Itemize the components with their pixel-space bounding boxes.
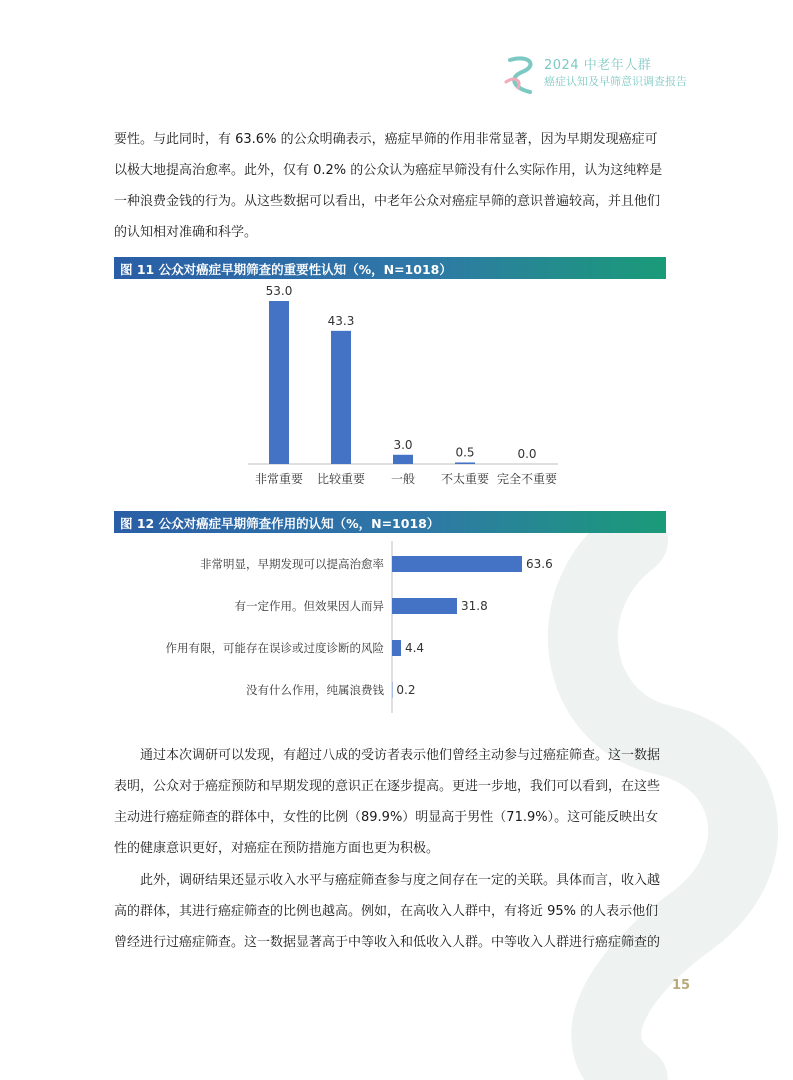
figure12-header <box>114 511 666 533</box>
ribbon-logo-icon <box>500 52 544 98</box>
bar <box>455 462 475 464</box>
text-line: 表明，公众对于癌症预防和早期发现的意识正在逐步提高。更进一步地，我们可以看到，在这些 <box>114 779 660 794</box>
paragraph-bottom <box>114 865 666 958</box>
effect-bar-chart <box>114 533 666 733</box>
text-line: 通过本次调研可以发现，有超过八成的受访者表示他们曾经主动参与过癌症筛查。这一数据 <box>114 748 660 763</box>
category-label: 没有什么作用，纯属浪费钱 <box>246 683 384 697</box>
category-label: 比较重要 <box>317 471 365 486</box>
text-line: 一种浪费金钱的行为。从这些数据可以看出，中老年公众对癌症早筛的意识普遍较高，并且他们 <box>114 194 660 209</box>
text-line: 主动进行癌症筛查的群体中，女性的比例（89.9%）明显高于男性（71.9%）。这可能反映出女 <box>114 810 658 825</box>
data-label: 63.6 <box>526 557 553 571</box>
category-label: 一般 <box>391 472 415 486</box>
data-label: 0.5 <box>455 445 474 459</box>
bar <box>393 455 413 464</box>
data-label: 0.0 <box>517 447 536 461</box>
text-line: 此外，调研结果还显示收入水平与癌症筛查参与度之间存在一定的关联。具体而言，收入越 <box>114 873 660 888</box>
data-label: 43.3 <box>328 314 355 328</box>
text-line: 性的健康意识更好，对癌症在预防措施方面也更为积极。 <box>114 841 439 856</box>
category-label: 非常重要 <box>255 471 303 486</box>
bar <box>331 331 351 464</box>
bar <box>392 598 457 614</box>
figure12-title: 图 12 公众对癌症早期筛查作用的认知（%，N=1018） <box>120 514 439 532</box>
text-line: 高的群体，其进行癌症筛查的比例也越高。例如，在高收入人群中，有将近 95% 的人表示他们 <box>114 904 658 919</box>
paragraph-mid <box>114 740 666 864</box>
text-line: 以极大地提高治愈率。此外，仅有 0.2% 的公众认为癌症早筛没有什么实际作用，认为这纯粹是 <box>114 163 662 178</box>
category-label: 完全不重要 <box>497 471 557 486</box>
bar <box>392 556 522 572</box>
data-label: 31.8 <box>461 599 488 613</box>
category-label: 不太重要 <box>441 471 489 486</box>
logo-line-year: 2024 中老年人群 <box>544 54 651 73</box>
figure11-title: 图 11 公众对癌症早期筛查的重要性认知（%，N=1018） <box>120 260 452 278</box>
page-number: 15 <box>672 978 690 993</box>
data-label: 3.0 <box>393 438 412 452</box>
bar <box>392 640 401 656</box>
figure11-header <box>114 257 666 279</box>
bar <box>269 301 289 464</box>
data-label: 0.2 <box>396 683 415 697</box>
text-line: 曾经进行过癌症筛查。这一数据显著高于中等收入和低收入人群。中等收入人群进行癌症筛查的 <box>114 935 660 950</box>
importance-bar-chart <box>114 279 666 495</box>
category-label: 作用有限，可能存在误诊或过度诊断的风险 <box>166 641 385 655</box>
text-line: 的认知相对准确和科学。 <box>114 225 257 240</box>
category-label: 非常明显，早期发现可以提高治愈率 <box>200 557 384 571</box>
text-line: 要性。与此同时，有 63.6% 的公众明确表示，癌症早筛的作用非常显著，因为早期发现癌症可 <box>114 132 658 147</box>
data-label: 53.0 <box>266 284 293 298</box>
report-logo <box>500 52 680 102</box>
paragraph-top <box>114 124 666 248</box>
data-label: 4.4 <box>405 641 424 655</box>
category-label: 有一定作用。但效果因人而异 <box>235 599 385 613</box>
logo-line-title: 癌症认知及早筛意识调查报告 <box>544 73 687 89</box>
